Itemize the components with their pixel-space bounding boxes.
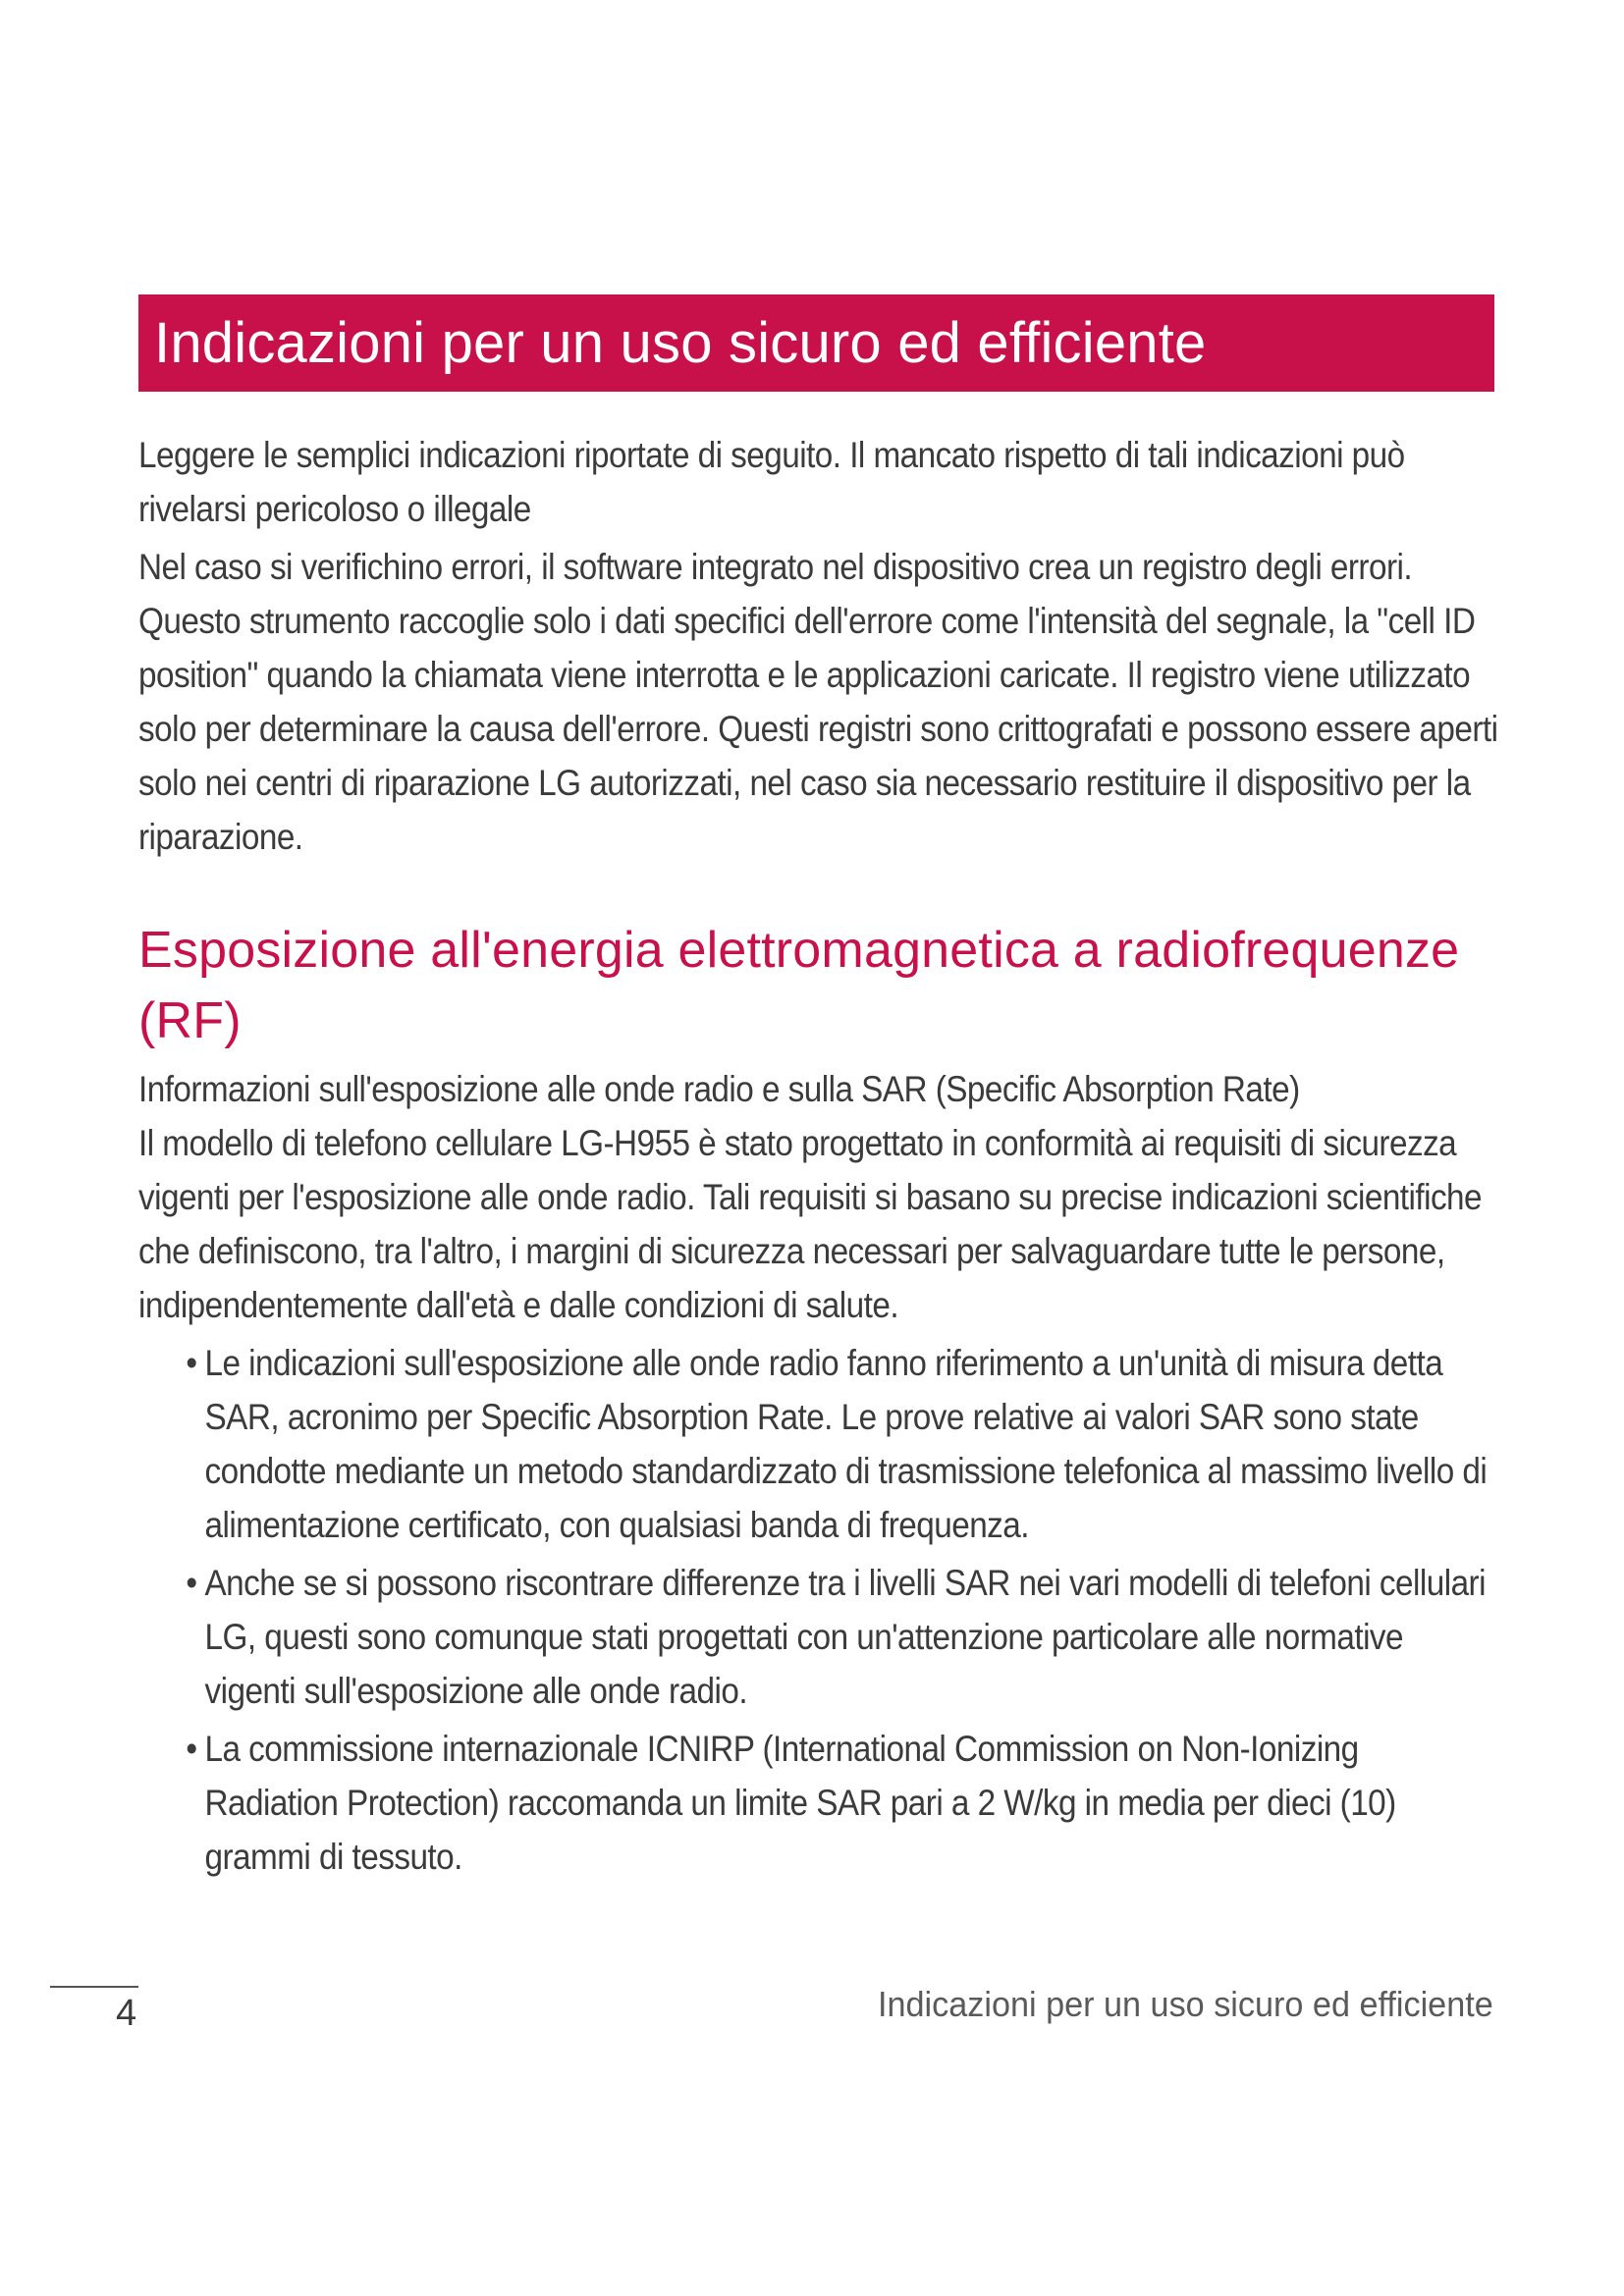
bullet-list (138, 1336, 1499, 1884)
list-item (138, 1722, 1499, 1884)
page-number: 4 (116, 1993, 137, 2034)
page-content (138, 428, 1503, 1884)
footer-divider (50, 1986, 138, 1988)
intro-paragraph: Leggere le semplici indicazioni riportate di seguito. Il mancato rispetto di tali indicazioni può rivelarsi pericoloso o illegale (138, 435, 1405, 529)
intro-paragraph: Nel caso si verifichino errori, il software integrato nel dispositivo crea un registro degli errori. Questo strumento raccoglie solo i dati specifici dell'errore come l'intensità del segnale, la "cell ID position" quando la chiamata viene interrotta e le applicazioni caricate. Il registro viene utilizzato solo per determinare la causa dell'errore. Questi registri sono crittografati e possono essere aperti solo nei centri di riparazione LG autorizzati, nel caso sia necessario restituire il dispositivo per la riparazione. (138, 547, 1498, 857)
list-item-text: La commissione internazionale ICNIRP (International Commission on Non-Ionizing Radiation Protection) raccomanda un limite SAR pari a 2 W/kg in media per dieci (10) grammi di tessuto. (204, 1729, 1396, 1877)
section-paragraph: Informazioni sull'esposizione alle onde radio e sulla SAR (Specific Absorption Rate) (138, 1069, 1300, 1109)
list-item (138, 1336, 1499, 1552)
chapter-title-bar (138, 294, 1494, 392)
section-heading: Esposizione all'energia elettromagnetica a radiofrequenze (RF) (138, 922, 1460, 1049)
list-item-text: Anche se si possono riscontrare differenze tra i livelli SAR nei vari modelli di telefoni cellulari LG, questi sono comunque stati progettati con un'attenzione particolare alle normative vigenti sull'esposizione alle onde radio. (204, 1563, 1486, 1711)
chapter-title: Indicazioni per un uso sicuro ed efficiente (154, 310, 1207, 375)
bullet-icon: • (186, 1343, 197, 1383)
bullet-icon: • (186, 1729, 197, 1769)
bullet-icon: • (186, 1563, 197, 1603)
running-footer-title: Indicazioni per un uso sicuro ed efficiente (878, 1984, 1493, 2024)
list-item (138, 1556, 1499, 1718)
section-paragraph: Il modello di telefono cellulare LG-H955 è stato progettato in conformità ai requisiti di sicurezza vigenti per l'esposizione alle onde radio. Tali requisiti si basano su precise indicazioni scientifiche che definiscono, tra l'altro, i margini di sicurezza necessari per salvaguardare tutte le persone, indipendentemente dall'età e dalle condizioni di salute. (138, 1123, 1483, 1325)
list-item-text: Le indicazioni sull'esposizione alle onde radio fanno riferimento a un'unità di misura detta SAR, acronimo per Specific Absorption Rate. Le prove relative ai valori SAR sono state condotte mediante un metodo standardizzato di trasmissione telefonica al massimo livello di alimentazione certificato, con qualsiasi banda di frequenza. (204, 1343, 1488, 1545)
